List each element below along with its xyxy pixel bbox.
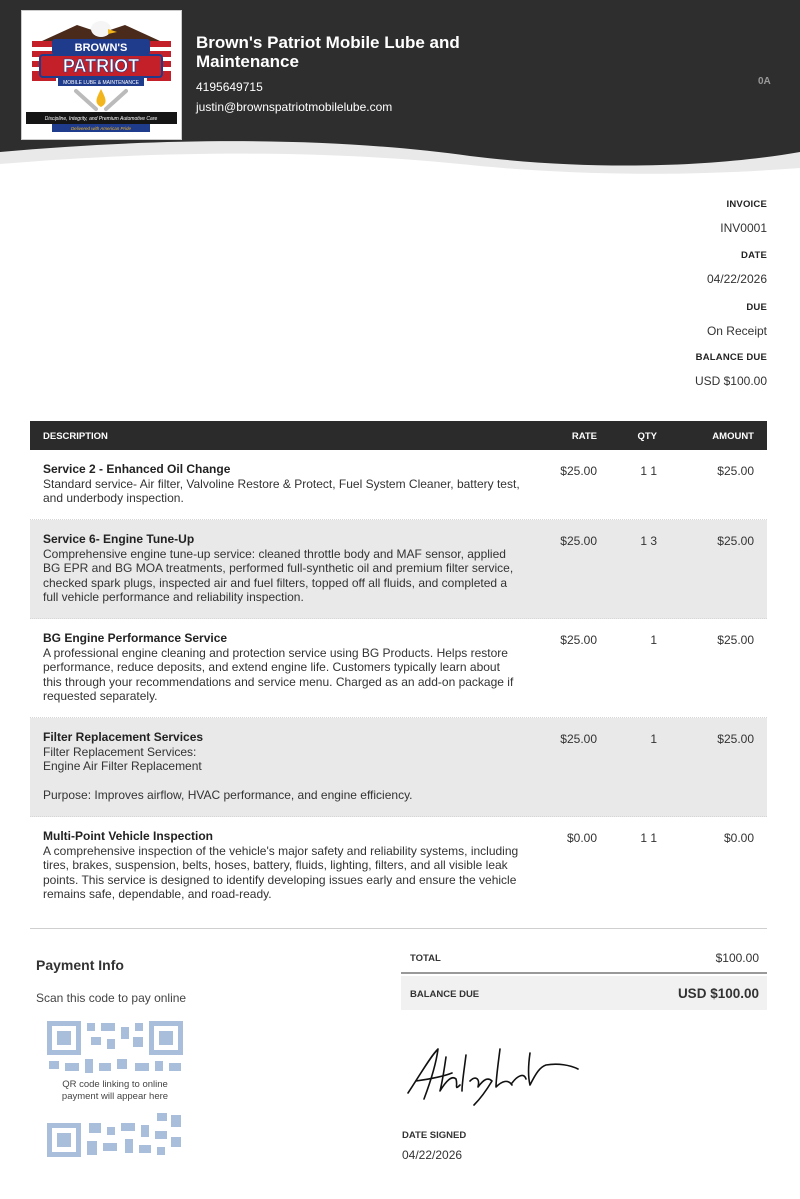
date-signed-label: DATE SIGNED [402, 1130, 467, 1141]
item-body: A comprehensive inspection of the vehicle's major safety and reliability systems, including tires, brakes, suspension, belts, hoses, battery, fluids, lighting, filters, and all visible leak points. This service is designed to identify developing issues early and ensure the vehicle remains safe, dependable, and road-ready. [43, 843, 519, 902]
item-rate: $0.00 [566, 831, 597, 845]
item-body: Filter Replacement Services: Engine Air Filter Replacement Purpose: Improves airflow, HVAC performance, and engine efficiency. [43, 744, 413, 803]
qr-placeholder-text: QR code linking to online payment will appear here [52, 1079, 178, 1103]
item-amount: $25.00 [717, 633, 754, 647]
col-qty: QTY [637, 431, 657, 442]
item-body: A professional engine cleaning and protection service using BG Products. Helps restore performance, reduce deposits, and extend engine life. Customers typically learn about this through your recommendations and service menu. Charged as an add-on package if requested separately. [43, 645, 514, 704]
business-phone[interactable]: 4195649715 [196, 80, 263, 94]
section-divider [30, 928, 767, 929]
invoice-number: INV0001 [720, 221, 767, 235]
item-description [43, 829, 521, 902]
invoice-number-block [720, 199, 767, 235]
item-qty: 1 3 [640, 534, 657, 548]
payment-info-subtitle: Scan this code to pay online [36, 991, 187, 1005]
item-title: Service 2 - Enhanced Oil Change [43, 462, 231, 476]
balance-due-summary-value: USD $100.00 [677, 986, 759, 1001]
invoice-date-block [707, 250, 767, 286]
logo-line1: BROWN'S [74, 42, 128, 54]
item-rate: $25.00 [560, 534, 597, 548]
table-row [30, 520, 767, 619]
invoice-label: INVOICE [726, 199, 767, 210]
col-amount: AMOUNT [712, 431, 754, 442]
item-qty: 1 1 [640, 464, 657, 478]
item-description [43, 631, 521, 704]
item-title: Filter Replacement Services [43, 730, 204, 744]
business-email[interactable]: justin@brownspatriotmobilelube.com [196, 100, 393, 114]
item-description [43, 730, 521, 803]
header-mark: 0A [758, 76, 771, 87]
item-body: Standard service- Air filter, Valvoline Restore & Protect, Fuel System Cleaner, battery test, and underbody inspection. [43, 476, 520, 506]
balance-due-summary-label: BALANCE DUE [410, 989, 480, 1000]
item-rate: $25.00 [560, 732, 597, 746]
item-amount: $25.00 [717, 464, 754, 478]
item-rate: $25.00 [560, 464, 597, 478]
logo-tagline: Discipline, Integrity, and Premium Automotive Care [44, 116, 158, 122]
signature-image [400, 1035, 590, 1115]
total-value: $100.00 [715, 951, 759, 965]
table-row [30, 619, 767, 718]
logo-line3: MOBILE LUBE & MAINTENANCE [63, 80, 139, 86]
logo-tagline2: Delivered with American Pride [70, 126, 132, 131]
item-amount: $0.00 [723, 831, 754, 845]
logo-line2: PATRIOT [62, 56, 140, 76]
invoice-due: On Receipt [706, 324, 767, 338]
company-logo [21, 10, 182, 140]
item-body: Comprehensive engine tune-up service: cleaned throttle body and MAF sensor, applied BG EPR and BG MOA treatments, performed full-synthetic oil and premium filter service, checked spark plugs, inspected air and fuel filters, topped off all fluids, and completed a full vehicle performance and reliability inspection. [43, 546, 514, 605]
date-label: DATE [741, 250, 767, 261]
invoice-due-block [707, 302, 767, 338]
item-description [43, 462, 521, 506]
item-amount: $25.00 [717, 534, 754, 548]
business-name: Brown's Patriot Mobile Lube and Maintenance [196, 33, 460, 71]
due-label: DUE [746, 302, 767, 313]
table-row [30, 450, 767, 520]
balance-due-value: USD $100.00 [694, 374, 767, 388]
item-qty: 1 1 [640, 831, 657, 845]
col-description: DESCRIPTION [43, 431, 108, 442]
item-qty: 1 [650, 633, 657, 647]
item-title: Multi-Point Vehicle Inspection [43, 829, 214, 843]
item-title: Service 6- Engine Tune-Up [43, 532, 195, 546]
invoice-balance-block [695, 352, 767, 388]
table-row [30, 817, 767, 916]
item-title: BG Engine Performance Service [43, 631, 228, 645]
table-row [30, 718, 767, 817]
date-signed-value: 04/22/2026 [402, 1148, 463, 1162]
invoice-header [0, 0, 800, 178]
item-qty: 1 [650, 732, 657, 746]
payment-info-title: Payment Info [36, 957, 124, 973]
total-row [401, 941, 767, 974]
item-description [43, 532, 521, 605]
col-rate: RATE [571, 431, 597, 442]
line-items-table [30, 421, 767, 916]
balance-due-label: BALANCE DUE [695, 352, 767, 363]
item-rate: $25.00 [560, 633, 597, 647]
item-amount: $25.00 [717, 732, 754, 746]
invoice-date: 04/22/2026 [706, 272, 767, 286]
balance-due-row [401, 976, 767, 1010]
table-header [30, 421, 767, 450]
total-label: TOTAL [410, 953, 441, 964]
